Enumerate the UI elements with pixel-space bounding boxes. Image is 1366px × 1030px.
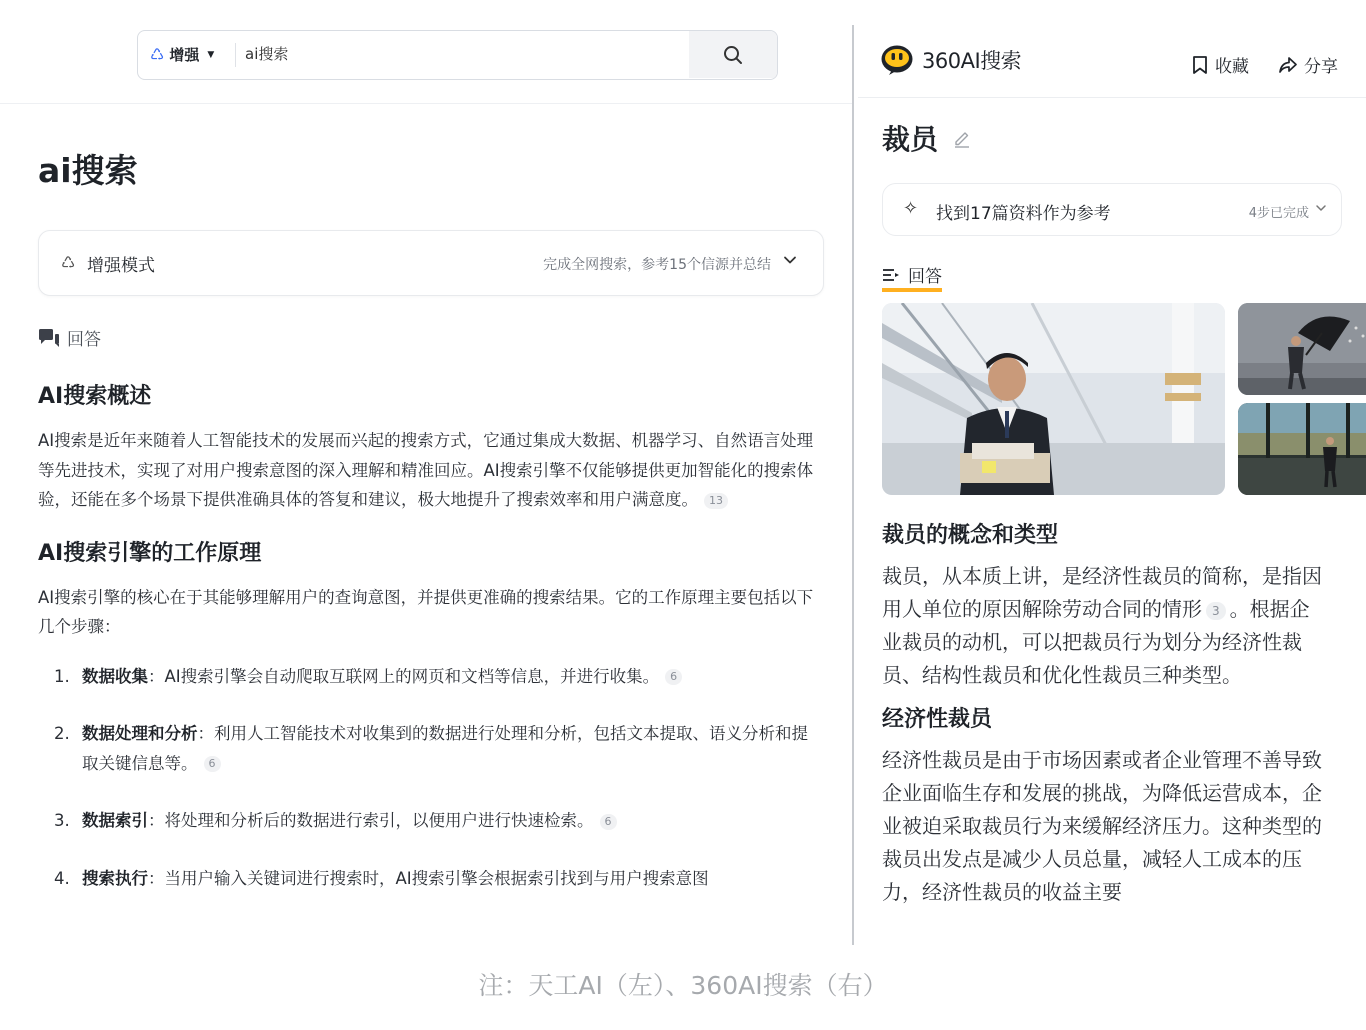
chevron-down-icon[interactable] (783, 253, 797, 267)
brand-name: 360AI搜索 (922, 49, 1022, 73)
step-text: ：利用人工智能技术对收集到的数据进行处理和分析，包括文本提取、语义分析和提取关键信息等。 (82, 724, 808, 773)
answer-header (38, 325, 101, 350)
answer-article (882, 518, 1326, 909)
step-term: 数据收集 (82, 666, 148, 686)
figure-caption: 注：天工AI（左）、360AI搜索（右） (478, 971, 888, 1000)
search-box[interactable] (137, 30, 778, 80)
enhance-mode-icon: ♺ (150, 45, 165, 64)
mode-selector[interactable] (138, 31, 234, 78)
answer-label: 回答 (67, 330, 101, 350)
mode-card[interactable] (38, 230, 824, 296)
sparkle-icon: ✧ (903, 198, 919, 219)
left-topbar (0, 0, 852, 104)
section-paragraph: AI搜索引擎的核心在于其能够理解用户的查询意图，并提供更准确的搜索结果。它的工作原理主要包括以下几个步骤： (38, 587, 814, 636)
search-button[interactable] (689, 31, 777, 78)
section-paragraph (38, 426, 824, 515)
references-summary: 找到17篇资料作为参考 (936, 204, 1111, 224)
citation-badge[interactable]: 6 (665, 669, 682, 685)
paragraph-text: AI搜索是近年来随着人工智能技术的发展而兴起的搜索方式，它通过集成大数据、机器学习、自然语言处理等先进技术，实现了对用户搜索意图的深入理解和精准回应。AI搜索引擎不仅能够提供更加智能化的搜索体验，还能在多个场景下提供准确具体的答复和建议，极大地提升了搜索效率和用户满意度。 (38, 431, 814, 509)
layoff-photo-umbrella[interactable] (1238, 303, 1366, 395)
photo-illustration (1238, 303, 1366, 395)
list-number: 3. (54, 811, 70, 830)
page-title-row (882, 118, 972, 158)
step-term: 数据处理和分析 (82, 724, 198, 743)
paragraph-text: 裁员，从本质上讲，是经济性裁员的简称，是指因用人单位的原因解除劳动合同的情形 (882, 564, 1322, 621)
answer-article (38, 380, 824, 921)
layoff-photo-main[interactable] (882, 303, 1225, 495)
mode-card-status: 完成全网搜索，参考15个信源并总结 (543, 257, 771, 273)
share-icon (1278, 55, 1298, 75)
share-button[interactable] (1278, 52, 1338, 77)
panel-divider (852, 25, 854, 945)
page-title: 裁员 (882, 123, 939, 156)
360-logo-icon (880, 44, 914, 76)
chat-bubble-icon (38, 328, 60, 348)
favorite-button[interactable] (1191, 52, 1249, 77)
chevron-down-icon[interactable] (1315, 202, 1327, 214)
answer-tab[interactable] (882, 262, 942, 292)
references-card[interactable] (882, 183, 1342, 236)
citation-badge[interactable]: 6 (204, 756, 221, 772)
citation-badge[interactable]: 6 (600, 814, 617, 830)
bookmark-icon (1191, 55, 1209, 75)
answer-label: 回答 (908, 267, 942, 287)
step-text: ：将处理和分析后的数据进行索引，以便用户进行快速检索。 (148, 811, 594, 830)
step-term: 数据索引 (82, 811, 148, 830)
mode-card-label: 增强模式 (87, 256, 155, 276)
right-topbar (858, 0, 1366, 98)
mode-selector-label: 增强 (169, 46, 200, 64)
section-paragraph: 经济性裁员是由于市场因素或者企业管理不善导致企业面临生存和发展的挑战，为降低运营成本，企业被迫采取裁员行为来缓解经济压力。这种类型的裁员出发点是减少人员总量，减轻人工成本的压力，经济性裁员的收益主要 (882, 748, 1322, 904)
steps-status: 4步已完成 (1248, 206, 1309, 221)
step-term: 搜索执行 (82, 868, 148, 888)
step-text: ：当用户输入关键词进行搜索时，AI搜索引擎会根据索引找到与用户搜索意图 (148, 868, 709, 888)
step-text: ：AI搜索引擎会自动爬取互联网上的网页和文档等信息，并进行收集。 (148, 666, 660, 686)
citation-badge[interactable]: 3 (1206, 602, 1226, 620)
brand[interactable] (880, 44, 1021, 76)
paragraph-text: 。根据企业裁员的动机，可以把裁员行为划分为经济性裁员、结构性裁员和优化性裁员三种类型。 (882, 597, 1310, 687)
steps-list (38, 662, 824, 894)
list-number: 2. (54, 724, 70, 743)
section-heading: 经济性裁员 (882, 707, 993, 732)
caret-down-icon: ▼ (207, 49, 215, 60)
list-item (38, 719, 824, 778)
citation-badge[interactable]: 13 (704, 493, 728, 509)
search-icon (723, 45, 743, 65)
list-icon (882, 267, 900, 283)
section-heading: 裁员的概念和类型 (882, 523, 1059, 548)
section-heading: AI搜索引擎的工作原理 (38, 540, 262, 566)
page-title: ai搜索 (38, 151, 138, 190)
list-item (38, 662, 824, 692)
section-heading: AI搜索概述 (38, 384, 152, 409)
layoff-photo-office[interactable] (1238, 403, 1366, 495)
favorite-label: 收藏 (1215, 57, 1249, 77)
enhance-mode-icon: ♺ (61, 253, 76, 272)
360ai-panel (858, 0, 1366, 945)
search-input[interactable]: ai搜索 (245, 45, 289, 63)
edit-icon[interactable] (952, 128, 972, 148)
list-item (38, 864, 824, 894)
photo-illustration (1238, 403, 1366, 495)
list-number: 4. (54, 868, 70, 888)
photo-illustration (882, 303, 1225, 495)
list-item (38, 806, 824, 836)
section-paragraph (882, 560, 1326, 692)
list-number: 1. (54, 666, 70, 686)
share-label: 分享 (1304, 57, 1338, 77)
search-divider (235, 43, 236, 67)
